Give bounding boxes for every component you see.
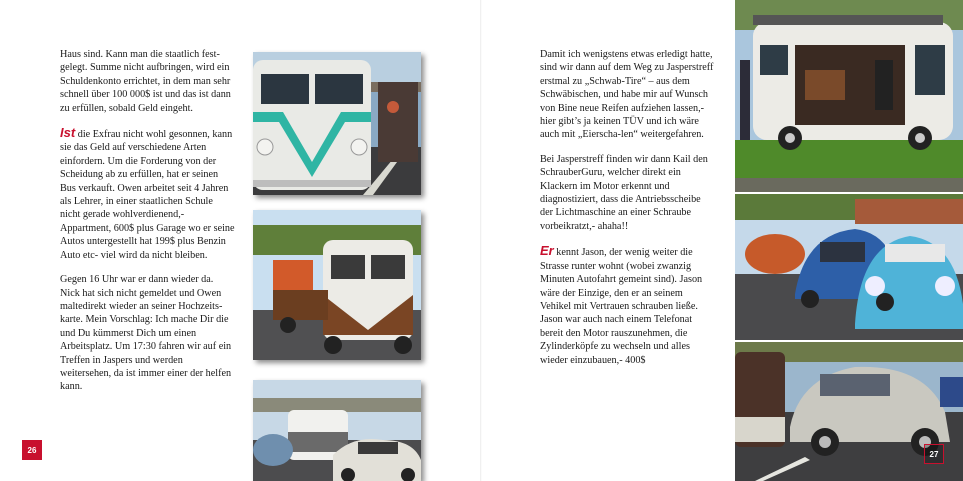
- vw-beetles-row-photo: [735, 194, 963, 340]
- vw-meet-parking-photo: [253, 380, 421, 481]
- page-number: 26: [22, 440, 42, 460]
- drop-cap-word: Er: [540, 243, 554, 259]
- right-text-column: [540, 48, 715, 378]
- right-paragraph-3: Er kennt Jason, der wenig weiter die Strasse runter wohnt (wobei zwanzig Minuten Autofahrt gemeint sind). Jason wäre der Einzige, den er an seinem Vehikel mit Vertrauen schrauben ließe. Jason war auch nach einem Telefonat bereit den Motor rauszunehmen, die Zylinderköpfe zu wechseln und alles wieder einzubauen,- 400$: [540, 243, 703, 366]
- vw-bus-brown-photo: [253, 210, 421, 360]
- page-number: 27: [924, 444, 944, 464]
- left-paragraph-1: Haus sind. Kann man die staatlich fest-gelegt. Summe nicht aufbringen, wird ein Schuldenkonto errichtet, in dem man sehr schnell über 100 000$ ist und das ist dann zu erfüllen, sobald Geld eingeht.: [60, 49, 231, 114]
- vw-bus-camper-photo: [735, 0, 963, 192]
- vw-bus-front-photo: [253, 52, 421, 195]
- left-paragraph-3: Gegen 16 Uhr war er dann wieder da. Nick hat sich nicht gemeldet und Owen maltedirekt wieder an seiner Hochzeits-karte. Mein Vorschlag: Ich mache Dir die und Du kümmerst Dich um einen Arbeitsplatz. Um 17:30 fahren wir auf ein Treffen in Jaspers und werden weitersehen, da ist immer einer der helfen kann.: [60, 274, 232, 393]
- right-page: [482, 0, 963, 481]
- right-paragraph-1: Damit ich wenigstens etwas erledigt hatte, sind wir dann auf dem Weg zu Jasperstreff erstmal zu „Schwab-Tire“ – aus dem Schwäbischen, und habe mir auf Wunsch von Bine neue Reifen aufziehen lassen,- hier gibt’s ja keinen TÜV und ich wäre auch mit „Eierscha-len“ weitergefahren.: [540, 49, 714, 141]
- left-page: [0, 0, 481, 481]
- left-text-column: [60, 48, 235, 405]
- right-paragraph-2: Bei Jasperstreff finden wir dann Kail den SchrauberGuru, welcher direkt ein Klackern im Motor erkennt und diagnostiziert, dass die Antriebsscheibe der Lichtmaschine an einer Schraube vorbeikratzt,- ahaha!!: [540, 153, 708, 232]
- drop-cap-word: Ist: [60, 125, 76, 141]
- left-paragraph-2: Ist die Exfrau nicht wohl gesonnen, kann sie das Geld auf verschiedene Arten einfordern. Um die Forderung von der Scheidung ab zu erfüllen, hat er seinen Bus verkauft. Owen arbeitet seit 4 Jahren als Lehrer, in einer staatlichen Schule nicht gerade wohlverdienend,-Appartment, 600$ plus Garage wo er seine Autos untergestellt hat 199$ plus Benzin Auto etc- viel wird da nicht bleiben.: [60, 125, 235, 261]
